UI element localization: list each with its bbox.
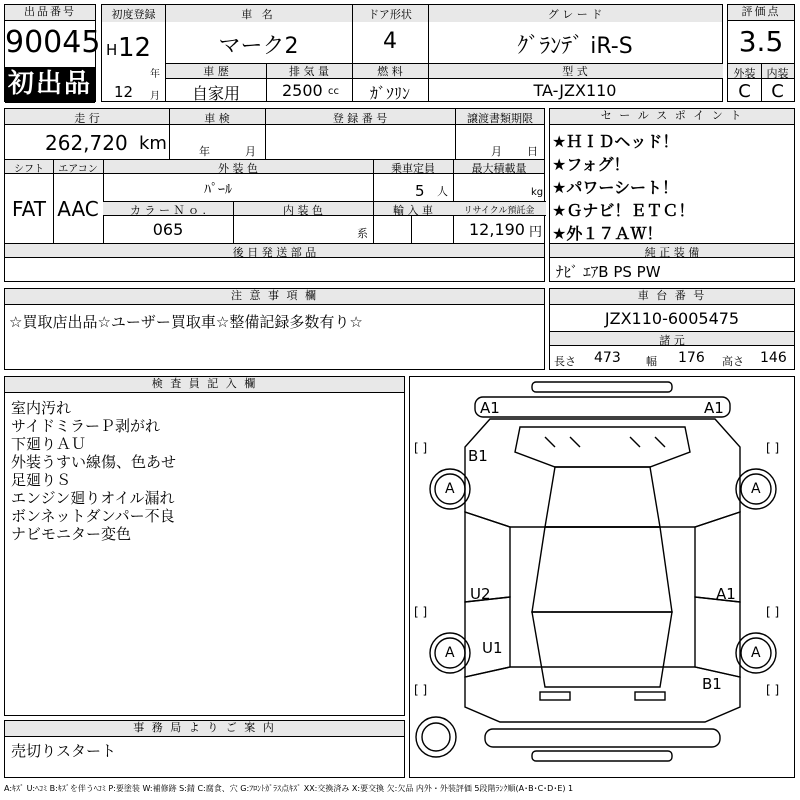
inspector-box xyxy=(4,376,405,716)
lot-number-box xyxy=(4,4,101,102)
shift: FAT xyxy=(11,197,46,221)
office-label: 事 務 局 よ り ご 案 内 xyxy=(5,721,404,737)
reg-no-label: 登 録 番 号 xyxy=(332,112,388,125)
color-number: 065 xyxy=(152,220,184,239)
details-box xyxy=(4,108,545,282)
lot-number: 90045 xyxy=(5,25,101,60)
ext-color-label: 外 装 色 xyxy=(218,162,258,175)
bracket-mark: [ ] xyxy=(766,441,780,455)
roof-front-outline xyxy=(545,467,660,527)
ext-grade-label: 外装 xyxy=(733,67,756,80)
wheel-mark: A xyxy=(751,481,761,497)
inspector-line: ナビモニター変色 xyxy=(11,525,132,543)
score-label: 評価点 xyxy=(728,5,794,21)
history-label: 車 歴 xyxy=(203,65,229,78)
int-grade-label: 内装 xyxy=(766,67,789,80)
equipment-label: 純 正 装 備 xyxy=(644,246,700,259)
front-panel-outline xyxy=(475,397,730,417)
tail-light-left-outline xyxy=(540,692,570,700)
notes-value: ☆買取店出品☆ユーザー買取車☆整備記録多数有り☆ xyxy=(9,313,363,331)
equipment-value: ﾅﾋﾞ ｴｱB PS PW xyxy=(556,263,661,281)
damage-mark: A1 xyxy=(704,399,724,417)
car-outline-svg xyxy=(410,377,794,777)
insp-month-unit: 月 xyxy=(245,145,256,158)
door-label: ドア形状 xyxy=(352,6,428,22)
score-box xyxy=(727,4,795,102)
model-label: 型 式 xyxy=(562,65,588,78)
width-label: 幅 xyxy=(646,355,657,368)
load-unit: kg xyxy=(531,187,544,198)
sales-point: ★パワーシート！ xyxy=(552,178,679,197)
ac-label: エアコン xyxy=(58,164,98,175)
trunk-outline xyxy=(465,667,740,722)
transfer-month-unit: 月 xyxy=(491,145,502,158)
mileage-label: 走 行 xyxy=(74,112,100,125)
year-unit: 年 xyxy=(150,69,160,80)
import-label: 輸 入 車 xyxy=(393,204,433,217)
rear-left-door-outline xyxy=(465,597,510,677)
displacement-unit: cc xyxy=(328,86,339,97)
office-value: 売切りスタート xyxy=(11,742,117,760)
first-listing-badge: 初出品 xyxy=(5,67,95,103)
sales-point: ★Ｇナビ！ＥＴＣ！ xyxy=(552,201,695,220)
damage-mark: U1 xyxy=(482,639,503,657)
legend-text: A:ｷｽﾞ U:ﾍｺﾐ B:ｷｽﾞを伴うﾍｺﾐ P:要塗装 W:補修跡 S:錆 C:腐食、穴 G:ﾌﾛﾝﾄｶﾞﾗｽ点ｷｽﾞ XX:交換済み X:要交換 欠:欠品 内外・外装評価 5段階ﾗﾝｸ順(A･B･C･D･E) 1 xyxy=(4,784,574,793)
mileage-unit: km xyxy=(139,133,167,154)
bracket-mark: [ ] xyxy=(414,441,428,455)
bracket-mark: [ ] xyxy=(766,683,780,697)
shift-label: シフト xyxy=(14,164,44,175)
evaluation-score: 3.5 xyxy=(738,25,784,58)
ext-grade: C xyxy=(738,81,751,102)
capacity-unit: 人 xyxy=(437,185,448,198)
damage-mark: B1 xyxy=(702,675,722,693)
inspector-label: 検 査 員 記 入 欄 xyxy=(5,377,404,393)
inspector-line: サイドミラーＰ剥がれ xyxy=(11,417,160,435)
rear-panel-outline xyxy=(485,729,720,747)
width-value: 176 xyxy=(678,350,705,366)
later-parts-label: 後 日 発 送 部 品 xyxy=(232,246,317,259)
inspector-line: ボンネットダンパー不良 xyxy=(11,507,175,525)
vehicle-history: 自家用 xyxy=(191,84,240,103)
wheel-mark: A xyxy=(445,481,455,497)
rear-window-outline xyxy=(532,612,672,687)
rear-right-door-outline xyxy=(695,597,740,677)
load-label: 最大積載量 xyxy=(471,162,527,175)
chassis-label: 車 台 番 号 xyxy=(550,289,794,305)
lot-number-label: 出品番号 xyxy=(5,5,95,21)
displacement: 2500 xyxy=(282,81,323,100)
era: H xyxy=(106,41,118,59)
inspector-line: 足廻りＳ xyxy=(11,471,72,489)
car-diagram xyxy=(409,376,795,778)
notes-label: 注 意 事 項 欄 xyxy=(5,289,544,305)
door-count: 4 xyxy=(383,29,397,54)
air-conditioner: AAC xyxy=(57,197,99,221)
bracket-mark: [ ] xyxy=(414,683,428,697)
length-value: 473 xyxy=(594,350,621,366)
mileage: 262,720 xyxy=(45,131,128,155)
insp-year-unit: 年 xyxy=(199,145,210,158)
int-color-unit: 系 xyxy=(357,227,368,240)
hood-outline xyxy=(465,419,740,527)
inspector-line: エンジン廻りオイル漏れ xyxy=(11,489,175,507)
transfer-day-unit: 日 xyxy=(527,145,538,158)
sales-point: ★外１７ＡＷ！ xyxy=(552,224,663,243)
recycle-unit: 円 xyxy=(529,225,543,240)
int-color-label: 内 装 色 xyxy=(283,204,323,217)
damage-mark: B1 xyxy=(468,447,488,465)
sales-points-box xyxy=(549,108,795,282)
fuel-label: 燃 料 xyxy=(377,65,403,78)
windshield-outline xyxy=(515,427,690,467)
ext-color: ﾊﾟｰﾙ xyxy=(204,182,232,198)
bracket-mark: [ ] xyxy=(766,605,780,619)
height-label: 高さ xyxy=(722,355,744,368)
roof-outline xyxy=(532,527,672,612)
month-unit: 月 xyxy=(150,91,160,102)
office-box xyxy=(4,720,405,778)
first-reg-year: 12 xyxy=(118,33,152,63)
model-code: TA-JZX110 xyxy=(533,81,617,100)
sales-point: ★ＨＩＤヘッド！ xyxy=(552,132,679,151)
tail-light-right-outline xyxy=(635,692,665,700)
chassis-number: JZX110-6005475 xyxy=(604,309,740,328)
first-reg-month: 12 xyxy=(114,83,134,101)
recycle-label: リサイクル預託金 xyxy=(463,206,535,216)
height-value: 146 xyxy=(760,350,787,366)
front-bumper-outline xyxy=(532,382,672,392)
wheel-mark: A xyxy=(751,645,761,661)
sales-points-label: セ ー ル ス ポ イ ン ト xyxy=(550,109,794,125)
capacity: 5 xyxy=(415,182,425,200)
notes-box xyxy=(4,288,545,370)
transfer-label: 譲渡書類期限 xyxy=(467,112,533,125)
sales-point: ★フォグ！ xyxy=(552,155,630,174)
dimensions-label: 諸 元 xyxy=(659,334,685,347)
inspector-line: 下廻りＡＵ xyxy=(11,435,87,453)
color-no-label: カ ラ ー Ｎ ｏ . xyxy=(130,204,206,217)
wheel-mark: A xyxy=(445,645,455,661)
vehicle-header-box xyxy=(101,4,723,102)
grade-label: グ レ ー ド xyxy=(428,6,722,22)
damage-mark: U2 xyxy=(470,585,491,603)
car-name-label: 車 名 xyxy=(165,6,352,22)
recycle-fee: 12,190 xyxy=(469,220,525,239)
chassis-box xyxy=(549,288,795,370)
length-label: 長さ xyxy=(554,355,576,368)
inspection-label: 車 検 xyxy=(204,112,230,125)
rear-bumper-outline xyxy=(532,751,672,761)
bracket-mark: [ ] xyxy=(414,605,428,619)
damage-mark: A1 xyxy=(480,399,500,417)
displacement-label: 排 気 量 xyxy=(289,65,329,78)
fuel-type: ｶﾞｿﾘﾝ xyxy=(369,84,410,103)
inspector-line: 室内汚れ xyxy=(11,399,72,417)
capacity-label: 乗車定員 xyxy=(391,162,435,175)
grade: ｸﾞﾗﾝﾃﾞ iR-S xyxy=(517,34,633,59)
car-name: マーク2 xyxy=(218,34,299,59)
int-grade: C xyxy=(771,81,784,102)
damage-mark: A1 xyxy=(716,585,736,603)
inspector-line: 外装うすい線傷、色あせ xyxy=(11,453,177,471)
first-reg-label: 初度登録 xyxy=(102,6,165,22)
